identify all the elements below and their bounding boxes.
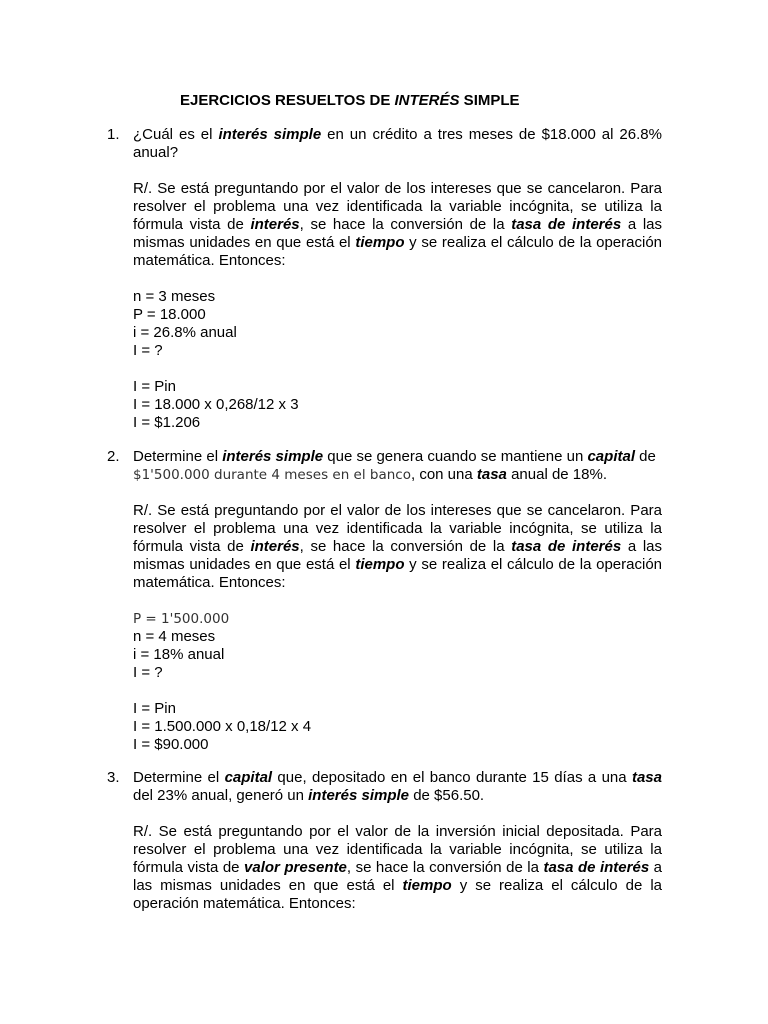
data-line: P = 1'500.000 [133, 611, 230, 627]
exercise-answer: R/. Se está preguntando por el valor de los intereses que se cancelaron. Para resolver el problema una vez identificada la variable incógnita, se utiliza la fórmula vista de interés, se hace la conversión de la tasa de interés a las mismas unidades en que está el tiempo y se realiza el cálculo de la operación matemática. Entonces: [133, 180, 663, 269]
calc-line: I = Pin [133, 378, 176, 395]
data-line: n = 3 meses [133, 288, 216, 305]
exercise-number: 3. [107, 769, 120, 786]
exercise-answer: R/. Se está preguntando por el valor de los intereses que se cancelaron. Para resolver el problema una vez identificada la variable incógnita, se utiliza la fórmula vista de interés, se hace la conversión de la tasa de interés a las mismas unidades en que está el tiempo y se realiza el cálculo de la operación matemática. Entonces: [133, 502, 663, 591]
calc-line: I = 18.000 x 0,268/12 x 3 [133, 396, 299, 413]
data-line: P = 18.000 [133, 306, 206, 323]
title-text: EJERCICIOS RESUELTOS DE [180, 92, 395, 109]
calc-line: I = 1.500.000 x 0,18/12 x 4 [133, 718, 312, 735]
exercise-answer: R/. Se está preguntando por el valor de la inversión inicial depositada. Para resolver el problema una vez identificada la variable incógnita, se utiliza la fórmula vista de valor presente, se hace la conversión de la tasa de interés a las mismas unidades en que está el tiempo y se realiza el cálculo de la operación matemática. Entonces: [133, 823, 663, 912]
exercise-question: ¿Cuál es el interés simple en un crédito a tres meses de $18.000 al 26.8% anual? [133, 126, 662, 161]
document-title [180, 92, 520, 110]
data-line: I = ? [133, 664, 163, 681]
title-emphasis: INTERÉS [394, 92, 460, 109]
exercise-number: 1. [107, 126, 120, 143]
exercise-1 [107, 126, 662, 432]
exercise-2 [107, 448, 662, 754]
calc-line: I = $90.000 [133, 736, 209, 753]
calc-line: I = Pin [133, 700, 176, 717]
data-line: i = 26.8% anual [133, 324, 237, 341]
title-text-end: SIMPLE [459, 92, 520, 109]
exercise-question: Determine el interés simple que se genera cuando se mantiene un capital de $1'500.000 durante 4 meses en el banco, con una tasa anual de 18%. [133, 448, 656, 483]
exercise-number: 2. [107, 448, 120, 465]
exercise-question: Determine el capital que, depositado en el banco durante 15 días a una tasa del 23% anual, generó un interés simple de $56.50. [133, 769, 662, 804]
calc-line: I = $1.206 [133, 414, 201, 431]
data-line: I = ? [133, 342, 163, 359]
data-line: i = 18% anual [133, 646, 225, 663]
data-line: n = 4 meses [133, 628, 216, 645]
exercise-3 [107, 769, 662, 913]
